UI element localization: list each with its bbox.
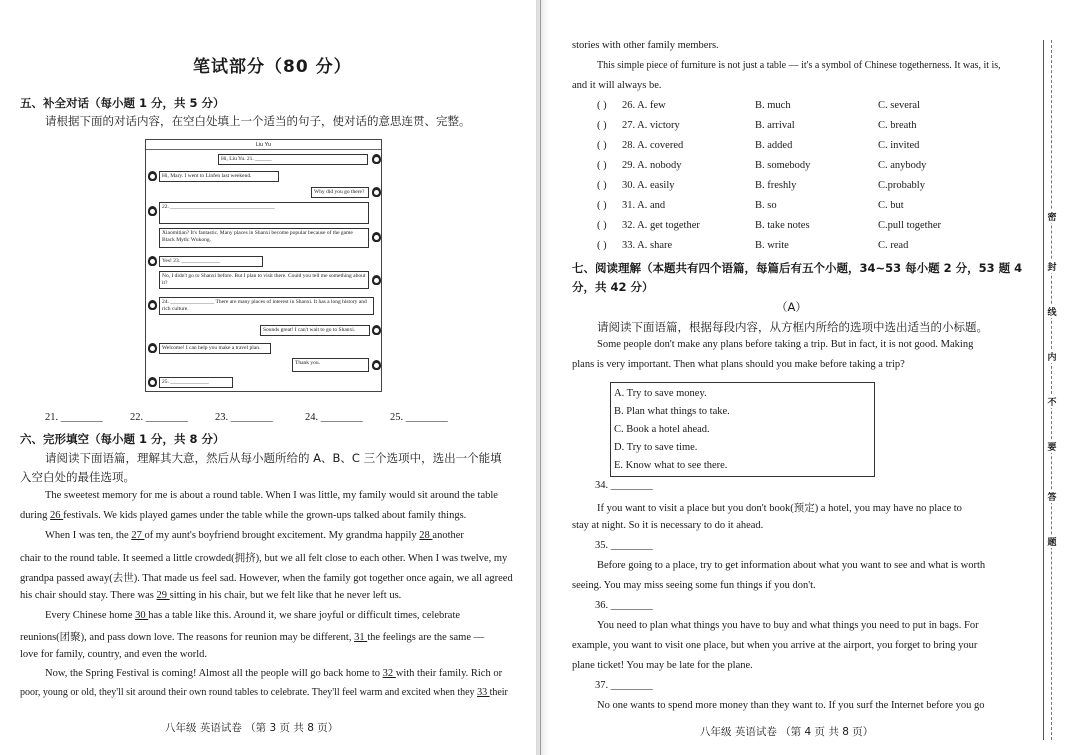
avatar-left	[148, 300, 157, 310]
section-6-heading: 六、完形填空（每小题 1 分，共 8 分）	[20, 432, 225, 446]
dialogue-figure	[145, 139, 382, 392]
option-c: C. but	[878, 200, 904, 211]
page-gutter	[536, 0, 550, 755]
answer-blank-25[interactable]: 25. ________	[390, 412, 448, 423]
avatar-right	[372, 232, 381, 242]
passage-line: This simple piece of furniture is not just a table — it's a symbol of Chinese togetherness. It was, it is,	[597, 60, 1001, 71]
section-7-instruction: 请阅读下面语篇，根据每段内容，从方框内所给的选项中选出适当的小标题。	[597, 320, 988, 334]
passage-line: during 26 festivals. We kids played games under the table while the grown-ups talked about family things.	[20, 510, 467, 521]
avatar-left	[148, 206, 157, 216]
option-b: B. take notes	[755, 220, 810, 231]
passage-line: stories with other family members.	[572, 40, 719, 51]
passage-line: love for family, country, and even the world.	[20, 649, 207, 660]
dialogue-line-5: Xiaomitian? It's fantastic. Many places in Shanxi become popular because of the game Black Myth: Wukong.	[159, 228, 369, 248]
option-c: C. breath	[878, 120, 917, 131]
dialogue-line-12: 25. ______________	[159, 377, 233, 388]
seal-char: 封	[1044, 260, 1060, 273]
section-title: 笔试部分（80 分）	[193, 57, 352, 77]
page-fold-line	[540, 0, 541, 755]
avatar-right	[372, 275, 381, 285]
dialogue-line-8: 24. ________________ There are many places of interest in Shanxi. It has a long history and rich culture.	[159, 297, 374, 315]
avatar-left	[148, 377, 157, 387]
passage-line: plans is very important. Then what plans should you make before taking a trip?	[572, 359, 905, 370]
passage-line: No one wants to spend more money than they want to. If you surf the Internet before you go	[597, 700, 985, 711]
section-7-heading: 七、阅读理解（本题共有四个语篇，每篇后有五个小题，34~53 每小题 2 分，53 题 4	[572, 261, 1023, 275]
option-c: C. read	[878, 240, 909, 251]
answer-blank-22[interactable]: 22. ________	[130, 412, 188, 423]
avatar-left	[148, 256, 157, 266]
avatar-right	[372, 325, 381, 335]
answer-blank-24[interactable]: 24. ________	[305, 412, 363, 423]
option-paren[interactable]: ( )	[597, 160, 607, 171]
dialogue-line-10: Welcome! I can help you make a travel plan.	[159, 343, 271, 354]
answer-blank-23[interactable]: 23. ________	[215, 412, 273, 423]
seal-dashed-line	[1051, 40, 1052, 740]
option-b: B. freshly	[755, 180, 797, 191]
passage-line: Every Chinese home 30 has a table like this. Around it, we share joyful or difficult times, celebrate	[45, 610, 461, 621]
passage-line: When I was ten, the 27 of my aunt's boyfriend brought excitement. My grandma happily 28 another	[45, 530, 464, 541]
passage-line: example, you want to visit one place, but when you arrive at the airport, you forget to bring your	[572, 640, 978, 651]
avatar-left	[148, 343, 157, 353]
section-6-instruction: 请阅读下面语篇，理解其大意，然后从每小题所给的 A、B、C 三个选项中，选出一个能填	[45, 451, 502, 465]
section-6-instruction-cont: 入空白处的最佳选项。	[20, 470, 135, 484]
option-c: C. several	[878, 100, 920, 111]
dialogue-line-4: 22. ______________________________________	[159, 202, 369, 224]
passage-line: You need to plan what things you have to buy and what things you need to put in bags. For	[597, 620, 979, 631]
option-c: C. invited	[878, 140, 920, 151]
section-7-heading-cont: 分，共 42 分）	[572, 280, 654, 294]
answer-blank-21[interactable]: 21. ________	[45, 412, 103, 423]
seal-char: 线	[1044, 305, 1060, 318]
seal-char: 不	[1044, 395, 1060, 408]
option-paren[interactable]: ( )	[597, 140, 607, 151]
section-5-heading: 五、补全对话（每小题 1 分，共 5 分）	[20, 96, 225, 110]
seal-char: 要	[1044, 440, 1060, 453]
dialogue-line-7: No, I didn't go to Shanxi before. But I plan to visit there. Could you tell me something about it?	[159, 271, 369, 289]
option-a: 33. A. share	[622, 240, 673, 251]
box-option-a: A. Try to save money.	[614, 388, 707, 399]
seal-char: 密	[1044, 210, 1060, 223]
option-paren[interactable]: ( )	[597, 180, 607, 191]
passage-line: If you want to visit a place but you don't book(预定) a hotel, you may have no place to	[597, 503, 962, 514]
passage-line: his chair should stay. There was 29 sitting in his chair, but we felt like that he never left us.	[20, 590, 402, 601]
option-paren[interactable]: ( )	[597, 100, 607, 111]
dialogue-line-9: Sounds great! I can't wait to go to Shanxi.	[260, 325, 370, 336]
box-option-b: B. Plan what things to take.	[614, 406, 730, 417]
option-b: B. much	[755, 100, 791, 111]
box-option-c: C. Book a hotel ahead.	[614, 424, 710, 435]
avatar-right	[372, 154, 381, 164]
seal-line-margin	[1043, 40, 1059, 740]
passage-line: stay at night. So it is necessary to do it ahead.	[572, 520, 764, 531]
seal-char: 答	[1044, 490, 1060, 503]
option-b: B. so	[755, 200, 777, 211]
option-a: 27. A. victory	[622, 120, 680, 131]
dialogue-header: Liu Yu	[146, 140, 381, 150]
passage-line: Some people don't make any plans before taking a trip. But in fact, it is not good. Making	[597, 339, 974, 350]
option-paren[interactable]: ( )	[597, 220, 607, 231]
dialogue-line-6: Yes! 23. ______________	[159, 256, 263, 267]
option-a: 32. A. get together	[622, 220, 700, 231]
avatar-right	[372, 360, 381, 370]
passage-line: poor, young or old, they'll sit around their own round tables to celebrate. They'll feel warm and excited when they 33 their	[20, 687, 508, 698]
option-a: 28. A. covered	[622, 140, 684, 151]
option-a: 31. A. and	[622, 200, 666, 211]
option-c: C.probably	[878, 180, 925, 191]
option-a: 30. A. easily	[622, 180, 675, 191]
seal-char: 题	[1044, 535, 1060, 548]
passage-line: reunions(团聚), and pass down love. The reasons for reunion may be different, 31 the feelings are the same —	[20, 632, 485, 643]
option-c: C. anybody	[878, 160, 927, 171]
page-3	[0, 0, 530, 755]
passage-line: plane ticket! You may be late for the plane.	[572, 660, 753, 671]
page-4	[550, 0, 1060, 755]
box-option-d: D. Try to save time.	[614, 442, 698, 453]
dialogue-line-2: Hi, Mary. I went to Linfen last weekend.	[159, 171, 279, 182]
dialogue-line-11: Thank you.	[292, 358, 369, 372]
passage-line: and it will always be.	[572, 80, 662, 91]
option-a: 29. A. nobody	[622, 160, 682, 171]
answer-blank-37[interactable]: 37. ________	[595, 680, 653, 691]
dialogue-line-3: Why did you go there?	[311, 187, 369, 198]
option-b: B. arrival	[755, 120, 795, 131]
passage-line: Before going to a place, try to get information about what you want to see and what is worth	[597, 560, 986, 571]
option-paren[interactable]: ( )	[597, 200, 607, 211]
option-c: C.pull together	[878, 220, 941, 231]
page-footer: 八年级 英语试卷 （第 3 页 共 8 页）	[165, 722, 339, 734]
option-b: B. added	[755, 140, 793, 151]
option-b: B. somebody	[755, 160, 811, 171]
option-b: B. write	[755, 240, 789, 251]
avatar-right	[372, 187, 381, 197]
passage-line: Now, the Spring Festival is coming! Almost all the people will go back home to 32 with their family. Rich or	[45, 668, 503, 679]
answer-blank-34[interactable]: 34. ________	[595, 480, 653, 491]
section-5-instruction: 请根据下面的对话内容，在空白处填上一个适当的句子，使对话的意思连贯、完整。	[45, 114, 471, 128]
option-paren[interactable]: ( )	[597, 240, 607, 251]
answer-blank-35[interactable]: 35. ________	[595, 540, 653, 551]
passage-line: The sweetest memory for me is about a round table. When I was little, my family would sit around the table	[45, 490, 498, 501]
option-a: 26. A. few	[622, 100, 666, 111]
option-paren[interactable]: ( )	[597, 120, 607, 131]
seal-char: 内	[1044, 350, 1060, 363]
passage-line: seeing. You may miss seeing some fun things if you don't.	[572, 580, 816, 591]
heading-options-box	[610, 382, 875, 477]
passage-line: grandpa passed away(去世). That made us feel sad. However, when the family got together once again, we all agreed	[20, 573, 513, 584]
avatar-left	[148, 171, 157, 181]
dialogue-line-1: Hi, Liu Yu. 21. ______	[218, 154, 368, 165]
box-option-e: E. Know what to see there.	[614, 460, 728, 471]
passage-line: chair to the round table. It seemed a little crowded(拥挤), but we all felt close to each other. When I was twelve, my	[20, 553, 508, 564]
passage-label: （A）	[776, 300, 807, 314]
answer-blank-36[interactable]: 36. ________	[595, 600, 653, 611]
page-footer: 八年级 英语试卷 （第 4 页 共 8 页）	[700, 726, 874, 738]
